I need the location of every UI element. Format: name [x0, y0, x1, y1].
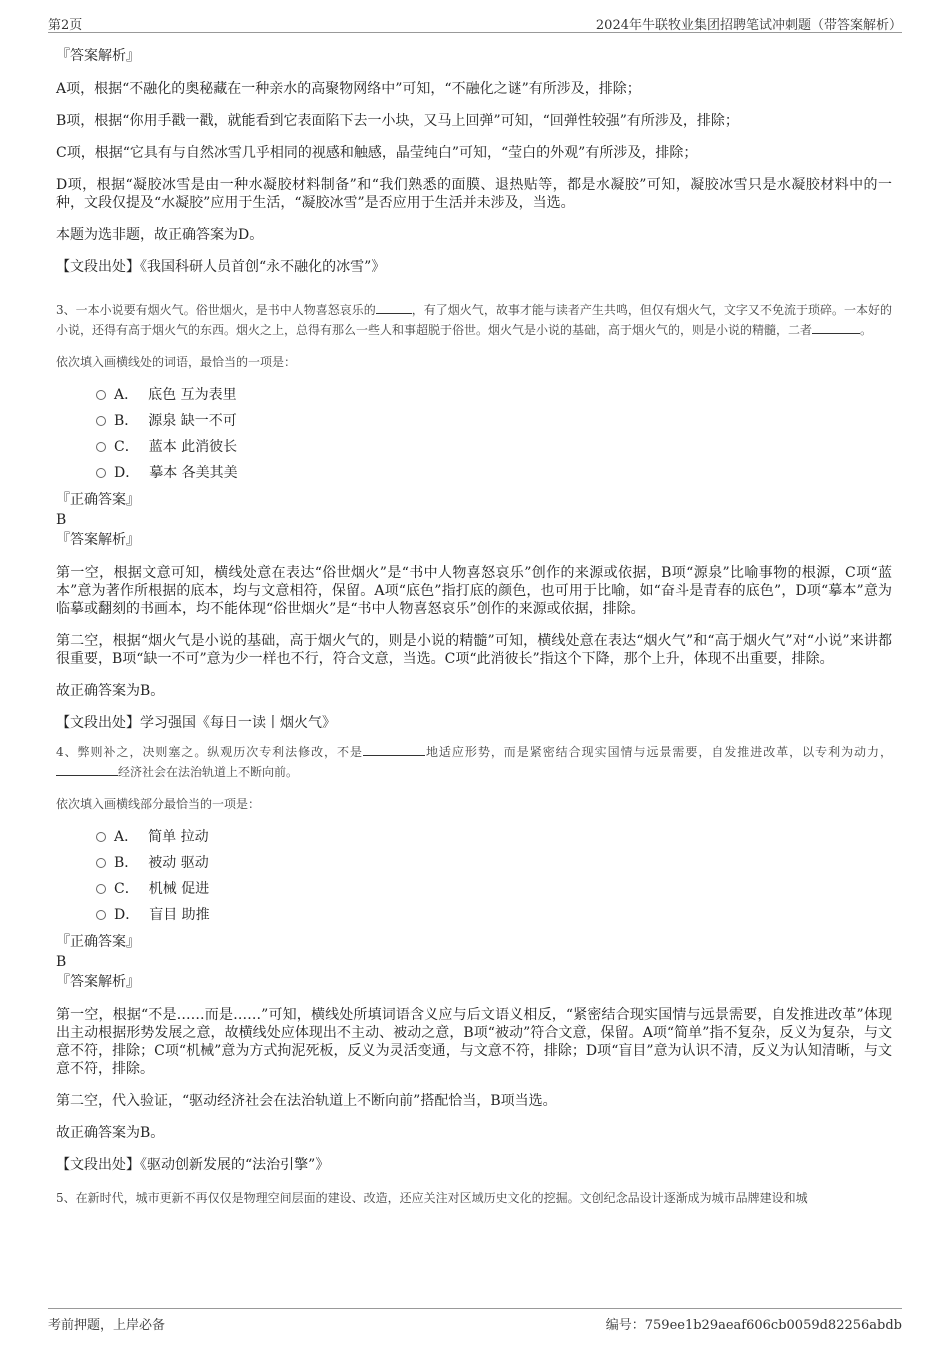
q4-option-b[interactable]: B． 被动 驱动 — [56, 850, 892, 876]
radio-icon[interactable] — [96, 832, 106, 842]
q2-analysis-d: D项，根据“凝胶冰雪是由一种水凝胶材料制备”和“我们熟悉的面膜、退热贴等，都是水凝胶”可知，凝胶冰雪只是水凝胶材料中的一种，文段仅提及“水凝胶”应用于生活，“凝胶冰雪”是否应用于生活并未涉及，当选。 — [56, 177, 892, 211]
q3-stem — [56, 300, 892, 340]
q2-analysis-a: A项，根据“不融化的奥秘藏在一种亲水的高聚物网络中”可知，“不融化之谜”有所涉及，排除； — [56, 81, 641, 97]
q3-blank-1 — [376, 301, 412, 314]
q4-option-a[interactable]: A． 简单 拉动 — [56, 824, 892, 850]
q3-option-c[interactable]: C． 蓝本 此消彼长 — [56, 434, 892, 460]
q4-option-c[interactable]: C． 机械 促进 — [56, 876, 892, 902]
q2-source: 【文段出处】《我国科研人员首创“永不融化的冰雪”》 — [56, 259, 386, 275]
document-code: 编号：759ee1b29aeaf606cb0059d82256abdb — [605, 1318, 902, 1333]
radio-icon[interactable] — [96, 858, 106, 868]
page-footer — [48, 1308, 902, 1333]
radio-icon[interactable] — [96, 416, 106, 426]
page-content — [56, 42, 892, 1208]
q4-prompt: 依次填入画横线部分最恰当的一项是： — [56, 797, 261, 811]
q3-conclusion: 故正确答案为B。 — [56, 683, 165, 699]
q4-stem-part2: 地适应形势，而是紧密结合现实国情与远景需要，自发推进改革，以专利为动力， — [424, 745, 892, 759]
q4-analysis-2: 第二空，代入验证，“驱动经济社会在法治轨道上不断向前”搭配恰当，B项当选。 — [56, 1093, 557, 1109]
q3-analysis-2: 第二空，根据“烟火气是小说的基础，高于烟火气的，则是小说的精髓”可知，横线处意在表达“烟火气”和“高于烟火气”对“小说”来讲都很重要，B项“缺一不可”意为少一样也不行，符合文意，当选。C项“此消彼长”指这个下降，那个上升，体现不出重要，排除。 — [56, 633, 892, 667]
q4-blank-1 — [363, 743, 425, 756]
q3-analysis-label: 『答案解析』 — [56, 532, 140, 548]
q4-source: 【文段出处】《驱动创新发展的“法治引擎”》 — [56, 1157, 330, 1173]
q2-analysis-label: 『答案解析』 — [56, 48, 140, 64]
page-header — [48, 10, 902, 33]
q4-option-d[interactable]: D． 盲目 助推 — [56, 902, 892, 928]
radio-icon[interactable] — [96, 390, 106, 400]
q4-analysis-label: 『答案解析』 — [56, 974, 140, 990]
q4-stem-part3: 经济社会在法治轨道上不断向前。 — [118, 765, 299, 779]
q3-option-b[interactable]: B． 源泉 缺一不可 — [56, 408, 892, 434]
q3-stem-part3: 。 — [860, 323, 873, 337]
q4-conclusion: 故正确答案为B。 — [56, 1125, 165, 1141]
q3-prompt: 依次填入画横线处的词语，最恰当的一项是： — [56, 355, 297, 369]
q3-analysis-1: 第一空，根据文意可知，横线处意在表达“俗世烟火”是“书中人物喜怒哀乐”创作的来源或依据，B项“源泉”比喻事物的根源，C项“蓝本”意为著作所根据的底本，均与文意相符，保留。A项“底色”指打底的颜色，也可用于比喻，如“奋斗是青春的底色”，D项“摹本”意为临摹或翻刻的书画本，均不能体现“俗世烟火”是“书中人物喜怒哀乐”创作的来源或依据，排除。 — [56, 565, 892, 617]
q3-options — [56, 382, 892, 486]
q3-stem-part2: ，有了烟火气，故事才能与读者产生共鸣，但仅有烟火气，文字又不免流于琐碎。一本好的小说，还得有高于烟火气的东西。烟火之上，总得有那么一些人和事超脱于俗世。烟火气是小说的基础，高于烟火气的，则是小说的精髓，二者 — [56, 303, 892, 337]
radio-icon[interactable] — [96, 910, 106, 920]
q4-correct-answer: B — [56, 954, 67, 970]
q4-analysis-1: 第一空，根据“不是……而是……”可知，横线处所填词语含义应与后文语义相反，“紧密结合现实国情与远景需要，自发推进改革”体现出主动根据形势发展之意，故横线处应体现出不主动、被动之意，B项“被动”符合文意，保留。A项“简单”指不复杂，反义为复杂，与文意不符，排除；C项“机械”意为方式拘泥死板，反义为灵活变通，与文意不符，排除；D项“盲目”意为认识不清，反义为认知清晰，与文意不符，排除。 — [56, 1007, 892, 1077]
q3-source: 【文段出处】学习强国《每日一读丨烟火气》 — [56, 715, 336, 731]
q3-option-d[interactable]: D． 摹本 各美其美 — [56, 460, 892, 486]
q5-stem: 5、在新时代，城市更新不再仅仅是物理空间层面的建设、改造，还应关注对区域历史文化的挖掘。文创纪念品设计逐渐成为城市品牌建设和城 — [56, 1191, 808, 1205]
footer-slogan: 考前押题，上岸必备 — [48, 1318, 166, 1333]
q3-stem-part1: 3、一本小说要有烟火气。俗世烟火，是书中人物喜怒哀乐的 — [56, 303, 376, 317]
q4-correct-label: 『正确答案』 — [56, 934, 140, 950]
q3-correct-answer: B — [56, 512, 67, 528]
q3-option-a[interactable]: A． 底色 互为表里 — [56, 382, 892, 408]
q3-blank-2 — [812, 321, 860, 334]
page-number: 第2页 — [48, 18, 83, 33]
radio-icon[interactable] — [96, 884, 106, 894]
q2-analysis-c: C项，根据“它具有与自然冰雪几乎相同的视感和触感，晶莹纯白”可知，“莹白的外观”有所涉及，排除； — [56, 145, 698, 161]
q4-blank-2 — [56, 763, 118, 776]
radio-icon[interactable] — [96, 442, 106, 452]
q4-stem — [56, 742, 892, 782]
q4-options — [56, 824, 892, 928]
radio-icon[interactable] — [96, 468, 106, 478]
q2-analysis-b: B项，根据“你用手戳一戳，就能看到它表面陷下去一小块，又马上回弹”可知，“回弹性较强”有所涉及，排除； — [56, 113, 739, 129]
q3-correct-label: 『正确答案』 — [56, 492, 140, 508]
q4-stem-part1: 4、弊则补之，决则塞之。纵观历次专利法修改，不是 — [56, 745, 363, 759]
document-title: 2024年牛联牧业集团招聘笔试冲刺题（带答案解析） — [595, 18, 902, 33]
q2-conclusion: 本题为选非题，故正确答案为D。 — [56, 227, 264, 243]
